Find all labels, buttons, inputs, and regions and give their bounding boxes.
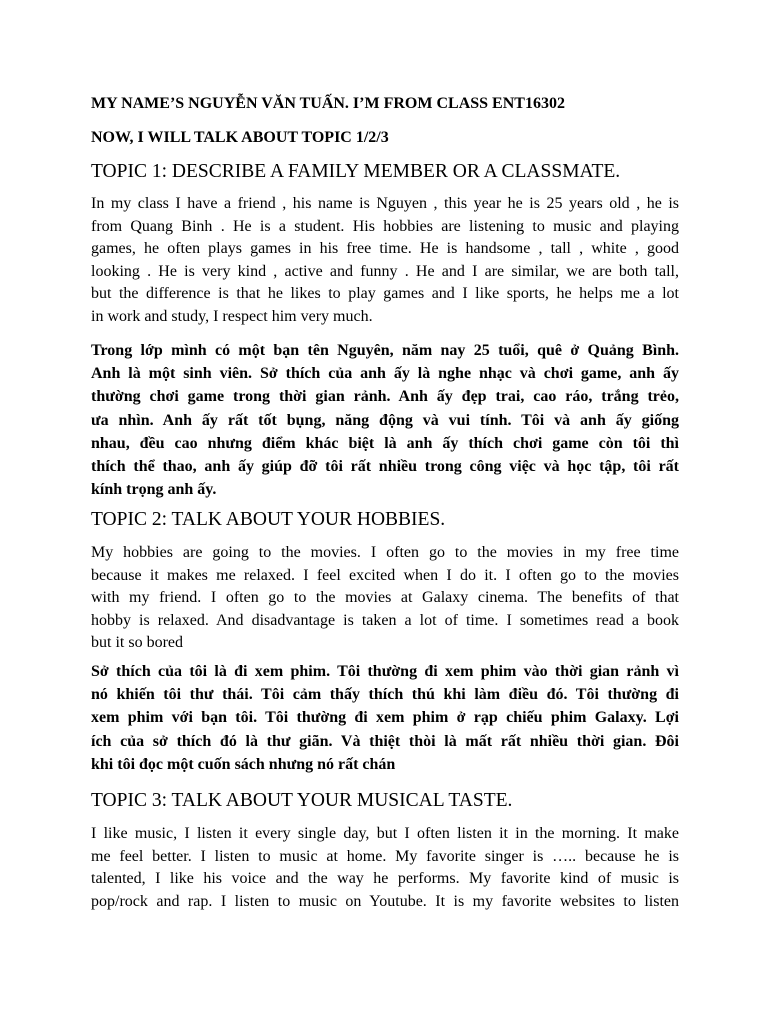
student-name-line: MY NAME’S NGUYỄN VĂN TUẤN. I’M FROM CLASS ENT16302	[91, 95, 565, 112]
paragraph-line: Sở thích của tôi là đi xem phim. Tôi thường đi xem phim vào thời gian rảnh vì	[91, 663, 679, 680]
paragraph-line: but the difference is that he likes to play games and I like sports, he helps me a lot	[91, 285, 679, 303]
paragraph-line: but it so bored	[91, 634, 183, 652]
paragraph-line: nhau, đều cao nhưng điểm khác biệt là anh ấy thích chơi game còn tôi thì	[91, 434, 679, 452]
paragraph-line: talented, I like his voice and the way he performs. My favorite kind of music is	[91, 870, 679, 888]
paragraph-line: My hobbies are going to the movies. I often go to the movies in my free time	[91, 544, 679, 561]
paragraph-line: I like music, I listen it every single day, but I often listen it in the morning. It make	[91, 825, 679, 842]
paragraph-line: in work and study, I respect him very much.	[91, 307, 373, 325]
paragraph-line: games, he often plays games in his free time. He is handsome , tall , white , good	[91, 240, 679, 258]
paragraph-line: ích của sở thích đó là thư giãn. Và thiệt thòi là mất rất nhiều thời gian. Đôi	[91, 732, 679, 750]
paragraph-line: me feel better. I listen to music at home. My favorite singer is ….. because he is	[91, 847, 679, 865]
paragraph-line: kính trọng anh ấy.	[91, 481, 217, 499]
paragraph-line: thích thể thao, anh ấy giúp đỡ tôi rất nhiều trong công việc và học tập, tôi rất	[91, 458, 679, 476]
paragraph-line: Anh là một sinh viên. Sở thích của anh ấy là nghe nhạc và chơi game, anh ấy	[91, 365, 679, 383]
paragraph-line: from Quang Binh . He is a student. His hobbies are listening to music and playing	[91, 217, 679, 235]
topic-1-english-paragraph	[91, 193, 679, 329]
topic-3-title: TOPIC 3: TALK ABOUT YOUR MUSICAL TASTE.	[91, 790, 513, 811]
topic-intro-line: NOW, I WILL TALK ABOUT TOPIC 1/2/3	[91, 129, 389, 146]
paragraph-line: khi tôi đọc một cuốn sách nhưng nó rất chán	[91, 755, 396, 773]
paragraph-line: ưa nhìn. Anh ấy rất tốt bụng, năng động và vui tính. Tôi và anh ấy giống	[91, 411, 679, 429]
topic-3-english-paragraph	[91, 823, 679, 913]
paragraph-line: nó khiến tôi thư thái. Tôi cảm thấy thích thú khi làm điều đó. Tôi thường đi	[91, 686, 679, 704]
topic-2-english-paragraph	[91, 542, 679, 655]
paragraph-line: looking . He is very kind , active and funny . He and I are similar, we are both tall,	[91, 262, 679, 280]
paragraph-line: xem phim với bạn tôi. Tôi thường đi xem phim ở rạp chiếu phim Galaxy. Lợi	[91, 709, 679, 727]
paragraph-line: because it makes me relaxed. I feel excited when I do it. I often go to the movies	[91, 566, 679, 584]
topic-1-vietnamese-paragraph	[91, 339, 679, 501]
paragraph-line: pop/rock and rap. I listen to music on Youtube. It is my favorite websites to listen	[91, 892, 679, 910]
topic-1-title: TOPIC 1: DESCRIBE A FAMILY MEMBER OR A CLASSMATE.	[91, 161, 621, 182]
paragraph-line: hobby is relaxed. And disadvantage is taken a lot of time. I sometimes read a book	[91, 611, 679, 629]
paragraph-line: In my class I have a friend , his name is Nguyen , this year he is 25 years old , he is	[91, 195, 679, 212]
topic-2-title: TOPIC 2: TALK ABOUT YOUR HOBBIES.	[91, 509, 446, 530]
paragraph-line: with my friend. I often go to the movies at Galaxy cinema. The benefits of that	[91, 589, 679, 607]
paragraph-line: Trong lớp mình có một bạn tên Nguyên, năm nay 25 tuổi, quê ở Quảng Bình.	[91, 342, 679, 359]
paragraph-line: thường chơi game trong thời gian rảnh. Anh ấy đẹp trai, cao ráo, trắng trẻo,	[91, 388, 679, 406]
topic-2-vietnamese-paragraph	[91, 660, 679, 776]
